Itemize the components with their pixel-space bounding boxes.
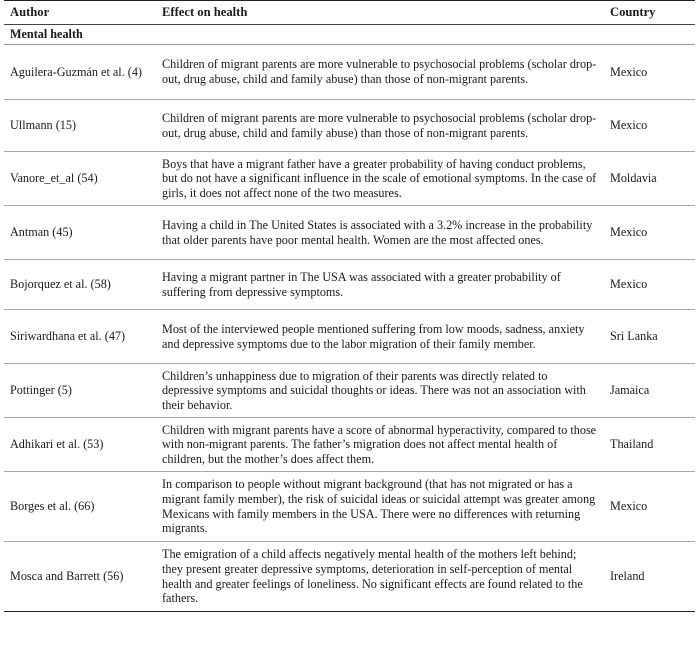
table-row	[4, 260, 695, 310]
country-cell: Mexico	[604, 472, 695, 542]
country-cell: Sri Lanka	[604, 310, 695, 364]
country-cell: Mexico	[604, 45, 695, 100]
country-cell: Thailand	[604, 418, 695, 472]
table-header-row	[4, 1, 695, 25]
effect-cell: Having a migrant partner in The USA was associated with a greater probability of suffering from depressive symptoms.	[156, 260, 604, 310]
author-cell: Pottinger (5)	[4, 364, 156, 418]
country-cell: Jamaica	[604, 364, 695, 418]
author-cell: Mosca and Barrett (56)	[4, 542, 156, 612]
author-cell: Borges et al. (66)	[4, 472, 156, 542]
table-row	[4, 206, 695, 260]
author-cell: Adhikari et al. (53)	[4, 418, 156, 472]
author-cell: Ullmann (15)	[4, 100, 156, 152]
author-cell: Antman (45)	[4, 206, 156, 260]
mental-health-effects-table	[4, 0, 695, 612]
section-title: Mental health	[4, 25, 695, 45]
effect-cell: Children of migrant parents are more vulnerable to psychosocial problems (scholar drop-out, drug abuse, child and family abuse) than those of non-migrant parents.	[156, 45, 604, 100]
effect-cell: Children’s unhappiness due to migration of their parents was directly related to depressive symptoms and suicidal thoughts or ideas. There was not an association with their behavior.	[156, 364, 604, 418]
table-row	[4, 418, 695, 472]
table-row	[4, 152, 695, 206]
author-cell: Siriwardhana et al. (47)	[4, 310, 156, 364]
table-row	[4, 45, 695, 100]
author-cell: Bojorquez et al. (58)	[4, 260, 156, 310]
table-row	[4, 542, 695, 612]
author-cell: Aguilera-Guzmán et al. (4)	[4, 45, 156, 100]
country-cell: Moldavia	[604, 152, 695, 206]
table-row	[4, 364, 695, 418]
section-row	[4, 25, 695, 45]
country-cell: Mexico	[604, 260, 695, 310]
effect-cell: Most of the interviewed people mentioned suffering from low moods, sadness, anxiety and depressive symptoms due to the labor migration of their family member.	[156, 310, 604, 364]
header-country: Country	[604, 1, 695, 25]
effect-cell: The emigration of a child affects negatively mental health of the mothers left behind; they present greater depressive symptoms, deterioration in self-perception of mental health and greater feelings of loneliness. No significant effects are found related to the fathers.	[156, 542, 604, 612]
header-author: Author	[4, 1, 156, 25]
country-cell: Mexico	[604, 100, 695, 152]
country-cell: Ireland	[604, 542, 695, 612]
country-cell: Mexico	[604, 206, 695, 260]
effect-cell: In comparison to people without migrant background (that has not migrated or has a migrant family member), the risk of suicidal ideas or suicidal attempt was greater among Mexicans with family members in the USA. There were no differences with returning migrants.	[156, 472, 604, 542]
table-row	[4, 310, 695, 364]
author-cell: Vanore_et_al (54)	[4, 152, 156, 206]
effect-cell: Boys that have a migrant father have a greater probability of having conduct problems, but do not have a significant influence in the scale of emotional symptoms. In the case of girls, it does not affect none of the two measures.	[156, 152, 604, 206]
header-effect: Effect on health	[156, 1, 604, 25]
effect-cell: Children of migrant parents are more vulnerable to psychosocial problems (scholar drop-out, drug abuse, child and family abuse) than those of non-migrant parents.	[156, 100, 604, 152]
effect-cell: Children with migrant parents have a score of abnormal hyperactivity, compared to those with non-migrant parents. The father’s migration does not affect mental health of children, but the mother’s does affect them.	[156, 418, 604, 472]
table-row	[4, 472, 695, 542]
effect-cell: Having a child in The United States is associated with a 3.2% increase in the probability that older parents have poor mental health. Women are the most affected ones.	[156, 206, 604, 260]
table-row	[4, 100, 695, 152]
